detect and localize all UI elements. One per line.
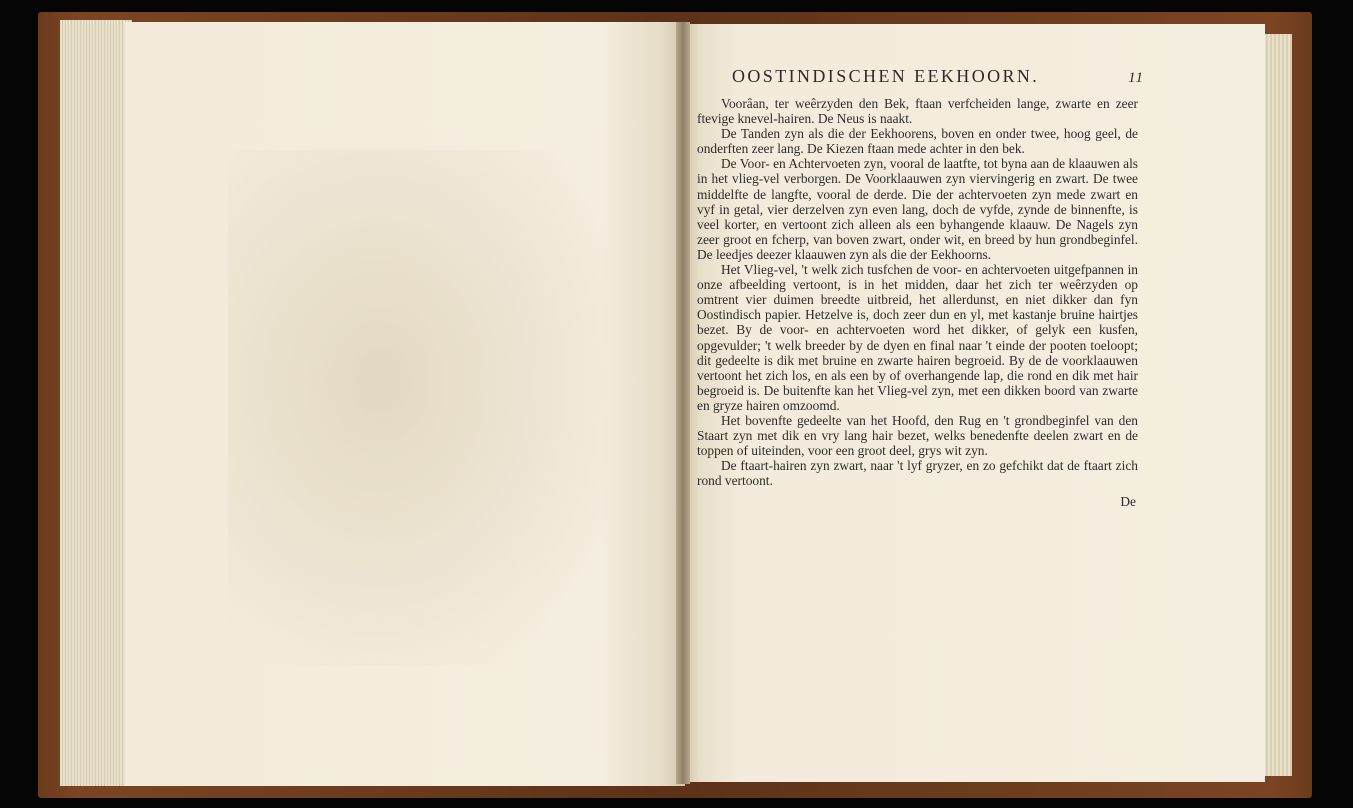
show-through-plate-image	[228, 150, 608, 665]
left-page-edges	[60, 20, 132, 786]
book-gutter	[676, 22, 690, 784]
paragraph-head-back: Het bovenfte gedeelte van het Hoofd, den Rug en 't grondbeginfel van den Staart zyn met dik en vry lang hair bezet, welks benedenfte deelen zwart en de toppen of uiteinden, voor een groot deel, grys wit zyn.	[697, 412, 1138, 459]
paragraph-whiskers: Voorâan, ter weêrzyden den Bek, ftaan verfcheiden lange, zwarte en zeer ftevige knevel-hairen. De Neus is naakt.	[697, 96, 1138, 127]
page-text	[697, 66, 1144, 510]
paragraph-flight-membrane: Het Vlieg-vel, 't welk zich tusfchen de voor- en achtervoeten uitgefpannen in onze afbeelding vertoont, is in het midden, daar het zich ter weêrzyden op omtrent vier duimen breedte uitbreid, het allerdunst, en niet dikker dan fyn Oostindisch papier. Hetzelve is, doch zeer dun en yl, met kastanje bruine hairtjes bezet. By de voor- en achtervoeten word het dikker, of gelyk een kusfen, opgevulder; 't welk breeder by de dyen en final naar 't einde der pooten toeloopt; dit gedeelte is dik met bruine en zwarte hairen begroeid. By de de voorklaauwen vertoont het zich los, en als een by of overhangende lap, die rond en dik met hair begroeid is. De buitenfte kan het Vlieg-vel zyn, met een dikken boord van zwarte en gryze hairen omzoomd.	[697, 262, 1138, 413]
paragraph-teeth: De Tanden zyn als die der Eekhoorens, boven en onder twee, hoog geel, de onderften zeer lang. De Kiezen ftaan mede achter in den bek.	[697, 126, 1138, 157]
paragraph-feet: De Voor- en Achtervoeten zyn, vooral de laatfte, tot byna aan de klaauwen als in het vlieg-vel verborgen. De Voorklaauwen zyn viervingerig en zwart. De twee middelfte de langfte, vooral de derde. Die der achtervoeten zyn mede zwart en vyf in getal, vier derzelven zyn even lang, doch de vyfde, zynde de binnenfte, is veel korter, en vertoont zich alleen als een byhangende klaauw. De Nagels zyn zeer groot en fcherp, van boven zwart, onder wit, en breed by hun grondbeginfel. De leedjes deezer klaauwen zyn als die der Eekhoorns.	[697, 156, 1138, 262]
catchword: De	[1120, 494, 1136, 510]
running-head-title: OOSTINDISCHEN EEKHOORN.	[732, 66, 1040, 86]
running-head	[732, 66, 1144, 96]
page-number: 11	[1128, 70, 1144, 86]
paragraph-tail: De ftaart-hairen zyn zwart, naar 't lyf gryzer, en zo gefchikt dat de ftaart zich rond vertoont.	[697, 458, 1138, 489]
